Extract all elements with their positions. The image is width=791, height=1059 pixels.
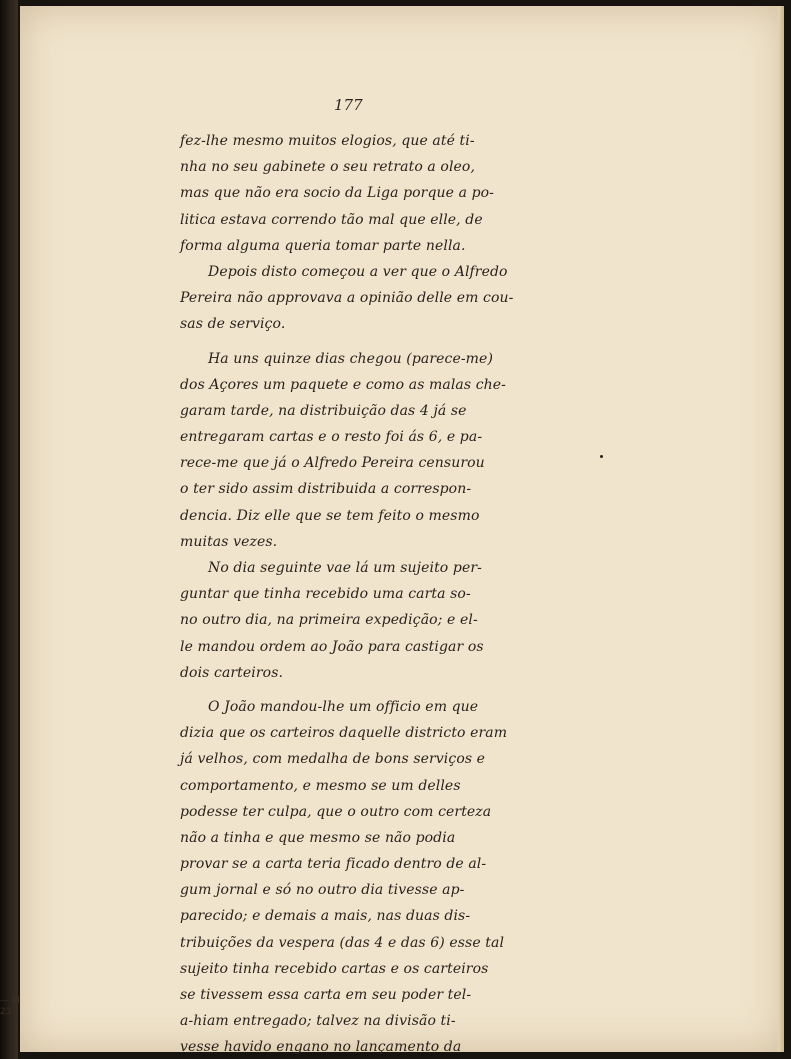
manuscript-line: dos Açores um paquete e como as malas che-: [180, 376, 506, 393]
manuscript-line: litica estava correndo tão mal que elle, de: [180, 211, 483, 228]
page-number: 177: [334, 96, 363, 114]
manuscript-line: sujeito tinha recebido cartas e os carteiros: [180, 960, 489, 977]
manuscript-line: le mandou ordem ao João para castigar os: [180, 638, 484, 655]
manuscript-line: não a tinha e que mesmo se não podia: [180, 829, 456, 846]
archive-mark-top: — III: [0, 996, 20, 1006]
manuscript-line: já velhos, com medalha de bons serviços e: [180, 751, 486, 768]
book-spine: [0, 0, 18, 1059]
manuscript-line: provar se a carta teria ficado dentro de al-: [180, 856, 487, 873]
archive-mark-bottom: 23: [0, 1007, 12, 1017]
manuscript-line: parecido; e demais a mais, nas duas dis-: [180, 908, 471, 925]
manuscript-line: dois carteiros.: [180, 664, 284, 681]
handwritten-text-block: [180, 128, 600, 1059]
manuscript-line: Pereira não approvava a opinião delle em cou-: [180, 290, 514, 307]
manuscript-line: no outro dia, na primeira expedição; e el-: [180, 612, 478, 629]
manuscript-line: tribuições da vespera (das 4 e das 6) esse tal: [180, 934, 505, 951]
manuscript-line: fez-lhe mesmo muitos elogios, que até ti-: [180, 133, 475, 149]
manuscript-line: Depois disto começou a ver que o Alfredo: [208, 263, 508, 280]
manuscript-line: Ha uns quinze dias chegou (parece-me): [208, 350, 494, 367]
sheet-edge: [778, 6, 784, 1052]
manuscript-line: comportamento, e mesmo se um delles: [180, 777, 461, 794]
manuscript-line: dencia. Diz elle que se tem feito o mesmo: [180, 507, 480, 524]
archive-mark: [0, 996, 20, 1018]
manuscript-line: dizia que os carteiros daquelle districto eram: [180, 725, 508, 742]
manuscript-line: O João mandou-lhe um officio em que: [208, 698, 479, 715]
manuscript-line: vesse havido engano no lançamento da: [180, 1039, 462, 1056]
manuscript-line: sas de serviço.: [180, 316, 286, 333]
manuscript-line: No dia seguinte vae lá um sujeito per-: [208, 560, 482, 576]
manuscript-line: guntar que tinha recebido uma carta so-: [180, 586, 471, 603]
manuscript-line: se tivessem essa carta em seu poder tel-: [180, 987, 472, 1003]
manuscript-line: o ter sido assim distribuida a correspon-: [180, 481, 472, 498]
manuscript-line: podesse ter culpa, que o outro com certeza: [180, 803, 492, 820]
margin-mark: [600, 455, 603, 458]
manuscript-line: a-hiam entregado; talvez na divisão ti-: [180, 1013, 456, 1030]
manuscript-line: gum jornal e só no outro dia tivesse ap-: [180, 882, 465, 899]
manuscript-line: garam tarde, na distribuição das 4 já se: [180, 402, 467, 419]
manuscript-line: muitas vezes.: [180, 533, 278, 550]
manuscript-line: entregaram cartas e o resto foi ás 6, e pa-: [180, 429, 483, 446]
manuscript-line: rece-me que já o Alfredo Pereira censurou: [180, 455, 485, 472]
manuscript-line: nha no seu gabinete o seu retrato a oleo,: [180, 159, 476, 176]
manuscript-line: forma alguma queria tomar parte nella.: [180, 237, 466, 254]
manuscript-line: mas que não era socio da Liga porque a po-: [180, 185, 495, 202]
